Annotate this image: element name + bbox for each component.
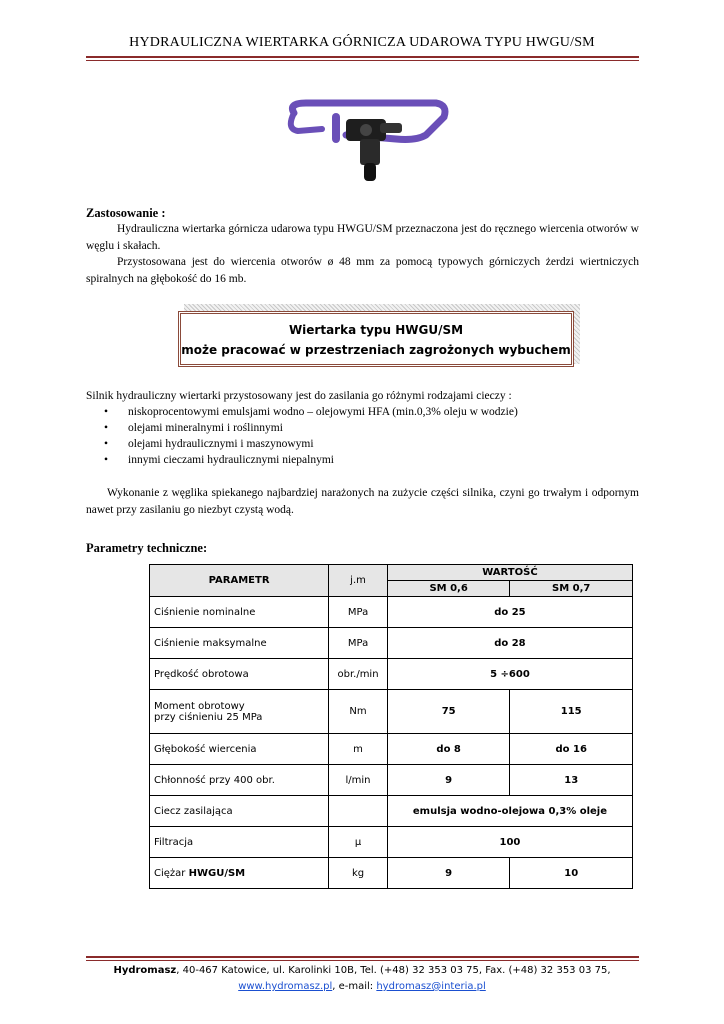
param-value: 5 ÷600 bbox=[387, 659, 632, 690]
param-name-bold: HWGU/SM bbox=[188, 867, 246, 879]
param-name: Chłonność przy 400 obr. bbox=[150, 765, 329, 796]
application-paragraph-1: Hydrauliczna wiertarka górnicza udarowa typu HWGU/SM przeznaczona jest do ręcznego wiercenia otworów w węglu i skałach. bbox=[86, 223, 639, 252]
table-row bbox=[150, 659, 633, 690]
param-unit: MPa bbox=[329, 628, 388, 659]
params-table bbox=[149, 564, 633, 889]
notice-line-1: Wiertarka typu HWGU/SM bbox=[288, 323, 464, 337]
footer-address: , 40-467 Katowice, ul. Karolinki 10B, Tel. (+48) 32 353 03 75, Fax. (+48) 32 353 03 75, bbox=[176, 965, 611, 976]
param-name: Głębokość wiercenia bbox=[150, 734, 329, 765]
footer-company: Hydromasz bbox=[113, 965, 177, 976]
carbide-paragraph: Wykonanie z węglika spiekanego najbardziej narażonych na zużycie części silnika, czyni go trwałym i odpornym nawet przy zasilaniu go niezbyt czystą wodą. bbox=[86, 487, 639, 516]
param-unit: kg bbox=[329, 858, 388, 889]
list-item: • innymi cieczami hydraulicznymi niepalnymi bbox=[86, 452, 639, 468]
param-name: Filtracja bbox=[150, 827, 329, 858]
page-header-title: HYDRAULICZNA WIERTARKA GÓRNICZA UDAROWA TYPU HWGU/SM bbox=[129, 35, 595, 50]
footer-rule-thin bbox=[86, 960, 639, 961]
table-row bbox=[150, 734, 633, 765]
param-value: do 28 bbox=[387, 628, 632, 659]
header-rule-thin bbox=[86, 60, 639, 61]
email-link[interactable]: hydromasz@interia.pl bbox=[376, 981, 486, 992]
param-value: 100 bbox=[387, 827, 632, 858]
param-value-sm06: 9 bbox=[387, 765, 510, 796]
list-item: • olejami mineralnymi i roślinnymi bbox=[86, 420, 639, 436]
param-name-line-1: Moment obrotowy bbox=[154, 700, 245, 712]
notice-line-2: może pracować w przestrzeniach zagrożonych wybuchem bbox=[181, 343, 571, 357]
col-header-param: PARAMETR bbox=[150, 565, 329, 597]
param-unit: Nm bbox=[329, 690, 388, 734]
param-value-sm06: 9 bbox=[387, 858, 510, 889]
table-row bbox=[150, 858, 633, 889]
col-header-unit: j.m bbox=[329, 565, 388, 597]
param-name: Ciśnienie nominalne bbox=[150, 597, 329, 628]
col-header-sm06: SM 0,6 bbox=[387, 581, 510, 597]
col-header-value: WARTOŚĆ bbox=[387, 565, 632, 581]
param-name bbox=[150, 690, 329, 734]
param-unit bbox=[329, 796, 388, 827]
drill-image bbox=[276, 95, 456, 185]
param-value-sm06: 75 bbox=[387, 690, 510, 734]
param-value-sm06: do 8 bbox=[387, 734, 510, 765]
footer-line-2 bbox=[0, 979, 724, 995]
table-row bbox=[150, 690, 633, 734]
params-heading: Parametry techniczne: bbox=[86, 541, 208, 555]
table-row bbox=[150, 827, 633, 858]
website-link[interactable]: www.hydromasz.pl bbox=[238, 981, 333, 992]
fluids-list bbox=[86, 404, 639, 468]
header-rule bbox=[86, 56, 639, 58]
param-value-sm07: 13 bbox=[510, 765, 633, 796]
param-name-line-2: przy ciśnieniu 25 MPa bbox=[154, 711, 263, 723]
email-label: , e-mail: bbox=[332, 981, 377, 992]
table-row bbox=[150, 765, 633, 796]
application-heading: Zastosowanie : bbox=[86, 206, 166, 220]
table-row bbox=[150, 628, 633, 659]
footer-line-1 bbox=[0, 963, 724, 979]
param-value-sm07: 115 bbox=[510, 690, 633, 734]
col-header-sm07: SM 0,7 bbox=[510, 581, 633, 597]
table-row bbox=[150, 597, 633, 628]
footer bbox=[0, 963, 724, 995]
ex-notice-box bbox=[178, 311, 574, 367]
param-value: do 25 bbox=[387, 597, 632, 628]
param-unit: l/min bbox=[329, 765, 388, 796]
param-name-prefix: Ciężar bbox=[154, 867, 189, 879]
list-item: • olejami hydraulicznymi i maszynowymi bbox=[86, 436, 639, 452]
param-name: Prędkość obrotowa bbox=[150, 659, 329, 690]
param-unit: µ bbox=[329, 827, 388, 858]
param-value-sm07: do 16 bbox=[510, 734, 633, 765]
param-value: emulsja wodno-olejowa 0,3% oleje bbox=[387, 796, 632, 827]
param-name: Ciecz zasilająca bbox=[150, 796, 329, 827]
param-unit: m bbox=[329, 734, 388, 765]
fluids-intro: Silnik hydrauliczny wiertarki przystosowany jest do zasilania go różnymi rodzajami cieczy : bbox=[86, 390, 512, 402]
list-item: • niskoprocentowymi emulsjami wodno – olejowymi HFA (min.0,3% oleju w wodzie) bbox=[86, 404, 639, 420]
application-paragraph-2: Przystosowana jest do wiercenia otworów ø 48 mm za pomocą typowych górniczych żerdzi wiertniczych spiralnych na głębokość do 16 mb. bbox=[86, 256, 639, 285]
param-name: Ciśnienie maksymalne bbox=[150, 628, 329, 659]
footer-rule bbox=[86, 956, 639, 958]
param-unit: MPa bbox=[329, 597, 388, 628]
table-row bbox=[150, 796, 633, 827]
param-name bbox=[150, 858, 329, 889]
param-unit: obr./min bbox=[329, 659, 388, 690]
param-value-sm07: 10 bbox=[510, 858, 633, 889]
